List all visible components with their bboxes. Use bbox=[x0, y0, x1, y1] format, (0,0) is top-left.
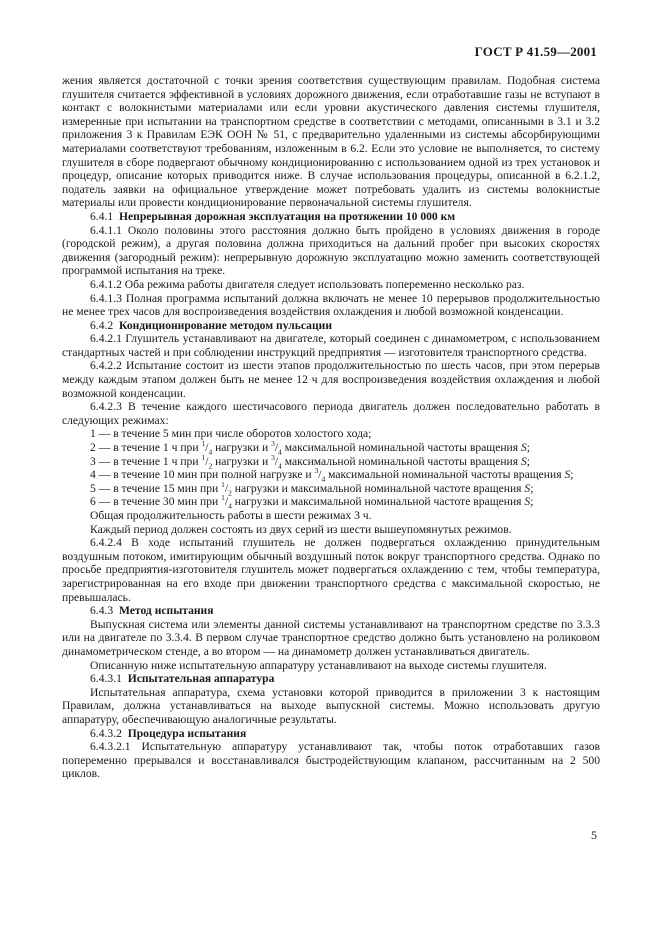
section-title: Процедура испытания bbox=[127, 726, 247, 740]
section-title: Непрерывная дорожная эксплуатация на протяжении 10 000 км bbox=[118, 209, 456, 223]
fraction-three-fourths: $^3/_4$ bbox=[271, 452, 282, 470]
section-number: 6.4.3.1 bbox=[90, 672, 122, 686]
paragraph-6-4-1-3: 6.4.1.3 Полная программа испытаний должна включать не менее 10 перерывов продолжительностью не менее трех часов для воспроизведения воздействия охлаждения и любой возможной конденсации. bbox=[62, 291, 600, 319]
section-6-4-2-heading bbox=[62, 319, 600, 333]
page-header: ГОСТ Р 41.59—2001 bbox=[474, 44, 597, 59]
mode-4: 4 — в течение 10 мин при полной нагрузке и $^3/_4$ максимальной номинальной частоты вращения S; bbox=[90, 466, 574, 484]
paragraph-6-4-3-b: Описанную ниже испытательную аппаратуру устанавливают на выходе системы глушителя. bbox=[90, 658, 547, 672]
fraction-one-half: $^1/_2$ bbox=[221, 479, 232, 498]
section-6-4-3-2-heading bbox=[62, 727, 600, 741]
section-title: Метод испытания bbox=[118, 604, 214, 618]
section-title: Испытательная аппаратура bbox=[127, 672, 275, 686]
section-6-4-3-1-heading bbox=[62, 672, 600, 686]
paragraph-6-4-1-1: 6.4.1.1 Около половины этого расстояния должно быть пройдено в условиях движения в городе (городской режим), а другая половина должна приходиться на дальний пробег при высоких скоростях движения (загородный режим): непрерывную дорожную эксплуатацию можно заменить соответствующей программой испытания на треке. bbox=[62, 223, 600, 278]
paragraph-6-4-3-2-1: 6.4.3.2.1 Испытательную аппаратуру устанавливают так, чтобы поток отработавших газов попеременно прерывался и восстанавливался быстродействующим клапаном, рассчитанным на 2 500 циклов. bbox=[62, 740, 600, 781]
fraction-one-fourth: $^1/_4$ bbox=[221, 493, 232, 511]
series-note: Каждый период должен состоять из двух серий из шести вышеупомянутых режимов. bbox=[90, 522, 512, 536]
mode-3: 3 — в течение 1 ч при $^1/_2$ нагрузки и $^3/_4$ максимальной номинальной частоты вращения S; bbox=[90, 452, 531, 470]
mode-2: 2 — в течение 1 ч при $^1/_4$ нагрузки и $^3/_4$ максимальной номинальной частоты вращения S; bbox=[90, 439, 531, 457]
paragraph-6-4-2-3: 6.4.2.3 В течение каждого шестичасового периода двигатель должен последовательно работать в следующих режимах: bbox=[62, 400, 600, 427]
paragraph-6-4-2-2: 6.4.2.2 Испытание состоит из шести этапов продолжительностью по шесть часов, при этом перерыв между каждым этапом должен быть не менее 12 ч для воспроизведения воздействия охлаждения и любой возможной конденсации. bbox=[62, 359, 600, 400]
fraction-one-fourth: $^1/_4$ bbox=[201, 439, 213, 457]
fraction-three-fourths: $^3/_4$ bbox=[271, 439, 282, 457]
paragraph-continuation: жения является достаточной с точки зрения соответствия существующим правилам. Подобная система глушителя считается эффективной в условиях дорожного движения, если отработавшие газы не вступают в контакт с волокнистыми материалами или если уровни акустического давления системы глушителя, измеренные при испытании на транспортном средстве в соответствии с методами, описанными в 3.1 и 3.2 приложения 3 к Правилам ЕЭК ООН № 51, с предварительно удаленными из системы абсорбирующими материалами соответствуют требованиям, изложенным в 6.2. Если это условие не выполняется, то систему глушителя в сборе подвергают обычному кондиционированию с использованием одной из трех установок и процедур, описание которых приводится ниже. В случае использования процедуры, описанной в 6.2.1.2, податель заявки на официальное утверждение может потребовать удалить из системы волокнистые материалы или провести кондиционирование первоначальной системы глушителя. bbox=[62, 74, 600, 210]
section-number: 6.4.2 bbox=[90, 318, 114, 332]
section-number: 6.4.1 bbox=[90, 209, 114, 223]
mode-5: 5 — в течение 15 мин при $^1/_2$ нагрузки и максимальной номинальной частоте вращения S; bbox=[90, 479, 534, 498]
section-number: 6.4.3.2 bbox=[90, 726, 122, 740]
total-duration: Общая продолжительность работы в шести режимах 3 ч. bbox=[90, 509, 372, 522]
fraction-three-fourths: $^3/_4$ bbox=[314, 466, 326, 484]
paragraph-6-4-1-2: 6.4.1.2 Оба режима работы двигателя следует использовать попеременно несколько раз. bbox=[90, 277, 525, 291]
fraction-one-half: $^1/_2$ bbox=[201, 452, 213, 470]
page-number: 5 bbox=[591, 828, 597, 842]
section-title: Кондиционирование методом пульсации bbox=[118, 318, 333, 332]
mode-6: 6 — в течение 30 мин при $^1/_4$ нагрузки и максимальной номинальной частоте вращения S; bbox=[90, 493, 534, 511]
section-6-4-3-heading bbox=[62, 604, 600, 618]
paragraph-6-4-3-a: Выпускная система или элементы данной системы устанавливают на транспортном средстве по 3.3.3 или на двигателе по 3.3.4. В первом случае транспортное средство должно быть установлено на роликовом динамометрическом стенде, а во втором — на динамометр должен устанавливаться двигатель. bbox=[62, 617, 600, 658]
paragraph-6-4-2-1: 6.4.2.1 Глушитель устанавливают на двигателе, который соединен с динамометром, с использованием стандартных частей и при соблюдении инструкций предприятия — изготовителя транспортного средства. bbox=[62, 332, 600, 359]
mode-1: 1 — в течение 5 мин при числе оборотов холостого хода; bbox=[90, 427, 372, 441]
section-number: 6.4.3 bbox=[90, 604, 114, 618]
paragraph-6-4-3-1: Испытательная аппаратура, схема установки которой приводится в приложении 3 к настоящим Правилам, должна устанавливаться на выходе выпускной системы. Можно использовать другую аппаратуру, обеспечивающую аналогичные результаты. bbox=[62, 685, 600, 726]
document-body bbox=[62, 74, 600, 781]
paragraph-6-4-2-4: 6.4.2.4 В ходе испытаний глушитель не должен подвергаться охлаждению принудительным воздушным потоком, имитирующим обычный воздушный поток вокруг транспортного средства. Однако по просьбе предприятия-изготовителя глушитель может подвергаться охлаждению с тем, чтобы температура, зарегистрированная на его входе при движении транспортного средства с максимальной скоростью, не превышалась. bbox=[62, 536, 600, 604]
section-6-4-1-heading bbox=[62, 210, 600, 224]
